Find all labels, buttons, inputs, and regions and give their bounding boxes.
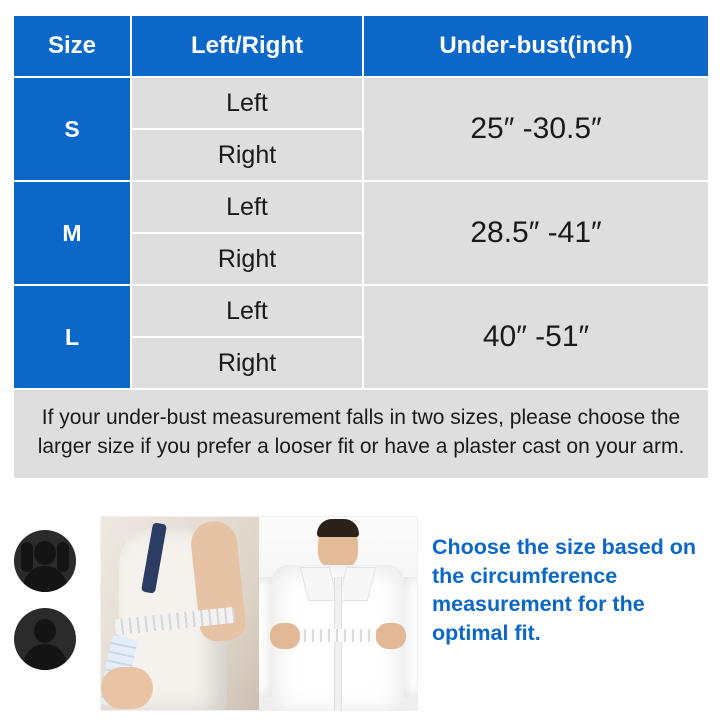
measurement-photos [100,516,418,711]
table-row [13,285,709,337]
side-label-l-right: Right [131,337,363,389]
table-row [13,77,709,129]
header-size: Size [13,15,131,77]
female-avatar-icon [14,530,76,592]
header-under-bust: Under-bust(inch) [363,15,709,77]
underbust-value-l: 40″ -51″ [363,285,709,389]
table-row [13,181,709,233]
sizing-note: If your under-bust measurement falls in two sizes, please choose the larger size if you prefer a looser fit or have a plaster cast on your arm. [13,389,709,479]
side-label-l-left: Left [131,285,363,337]
avatar-group [14,530,92,690]
woman-measuring-under-bust-photo [101,517,259,710]
side-label-m-left: Left [131,181,363,233]
call-to-action-text: Choose the size based on the circumference measurement for the optimal fit. [432,535,697,645]
underbust-value-m: 28.5″ -41″ [363,181,709,285]
underbust-value-s: 25″ -30.5″ [363,77,709,181]
size-label-m: M [13,181,131,285]
man-measuring-chest-photo [259,517,417,710]
header-left-right: Left/Right [131,15,363,77]
male-avatar-icon [14,608,76,670]
size-label-s: S [13,77,131,181]
bottom-band [0,500,720,720]
side-label-m-right: Right [131,233,363,285]
size-chart-table [12,14,710,480]
side-label-s-right: Right [131,129,363,181]
table-note-row [13,389,709,479]
table-header-row [13,15,709,77]
size-label-l: L [13,285,131,389]
side-label-s-left: Left [131,77,363,129]
